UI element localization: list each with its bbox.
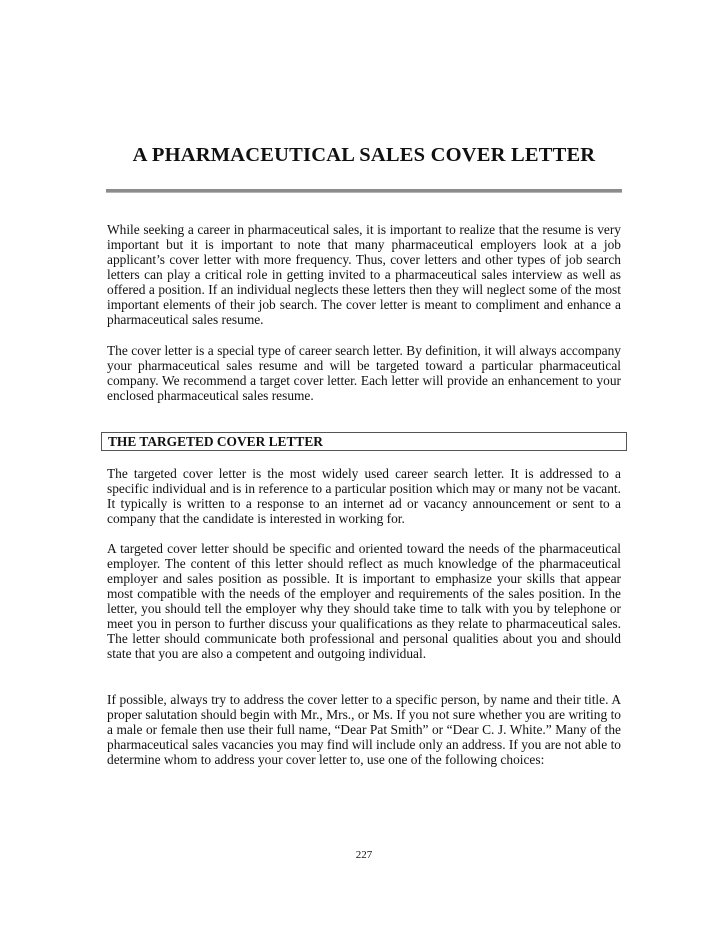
section-heading: THE TARGETED COVER LETTER	[108, 434, 323, 449]
section-heading-box	[101, 432, 627, 451]
intro-paragraph-2: The cover letter is a special type of career search letter. By definition, it will always accompany your pharmaceutical sales resume and will be targeted toward a particular pharmaceutical company. We recommend a target cover letter. Each letter will provide an enhancement to your enclosed pharmaceutical sales resume.	[107, 343, 621, 404]
section-paragraph-1: The targeted cover letter is the most widely used career search letter. It is addressed to a specific individual and is in reference to a particular position which may or many not be vacant. It typically is written to a response to an internet ad or vacancy announcement or sent to a company that the candidate is interested in working for.	[107, 466, 621, 527]
title-rule	[106, 189, 622, 193]
section-paragraph-2: A targeted cover letter should be specific and oriented toward the needs of the pharmaceutical employer. The content of this letter should reflect as much knowledge of the pharmaceutical employer and sales position as possible. It is important to emphasize your skills that appear most compatible with the needs of the employer and requirements of the sales position. In the letter, you should tell the employer why they should take time to talk with you by telephone or meet you in person to further discuss your qualifications as they relate to pharmaceutical sales. The letter should communicate both professional and personal qualities about you and should state that you are also a competent and outgoing individual.	[107, 541, 621, 662]
page-number: 227	[355, 849, 373, 861]
page-title: A PHARMACEUTICAL SALES COVER LETTER	[132, 144, 596, 166]
section-paragraph-3: If possible, always try to address the cover letter to a specific person, by name and their title. A proper salutation should begin with Mr., Mrs., or Ms. If you not sure whether you are writing to a male or female then use their full name, “Dear Pat Smith” or “Dear C. J. White.” Many of the pharmaceutical sales vacancies you may find will include only an address. If you are not able to determine whom to address your cover letter to, use one of the following choices:	[107, 692, 621, 768]
intro-paragraph-1: While seeking a career in pharmaceutical sales, it is important to realize that the resume is very important but it is important to note that many pharmaceutical employers look at a job applicant’s cover letter with more frequency. Thus, cover letters and other types of job search letters can play a critical role in getting invited to a pharmaceutical sales interview as well as offered a position. If an individual neglects these letters then they will neglect some of the most important elements of their job search. The cover letter is meant to compliment and enhance a pharmaceutical sales resume.	[107, 222, 621, 328]
